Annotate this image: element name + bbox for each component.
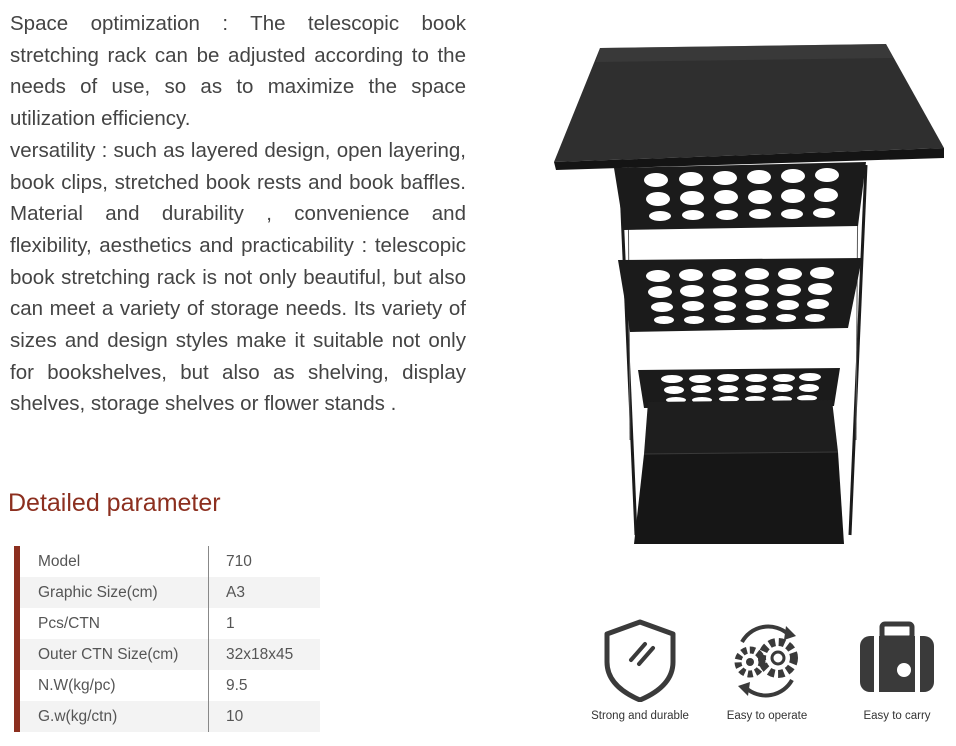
param-value: A3 [209,577,321,608]
feature-label: Easy to operate [726,710,808,722]
table-row [17,546,320,577]
feature-label: Strong and durable [591,710,689,722]
rack-shelf-upper [614,162,866,230]
param-value: 710 [209,546,321,577]
param-value: 1 [209,608,321,639]
product-description [10,8,466,420]
description-versatility: versatility : such as layered design, open layering, book clips, stretched book rests and book baffles. Material and durability , convenience and flexibility, aesthetics and practicability : telescopic book stretching rack is not only beautiful, but also can meet a variety of storage needs. Its variety of sizes and design styles make it suitable not only for bookshelves, but also as shelving, display shelves, storage shelves or flower stands . [10,138,466,416]
table-row [17,639,320,670]
parameter-table [14,546,320,732]
param-label: Model [38,552,81,570]
table-row [17,701,320,732]
suitcase-icon [852,618,942,702]
param-value: 10 [209,701,321,732]
param-value: 9.5 [209,670,321,701]
feature-easy-operate [702,618,832,722]
param-value: 32x18x45 [209,639,321,670]
table-row [17,577,320,608]
section-title: Detailed parameter [8,489,221,517]
feature-label: Easy to carry [863,710,931,722]
feature-strong-durable [575,618,705,722]
feature-strip [578,618,950,728]
param-label: Pcs/CTN [38,614,100,632]
product-image [548,40,948,550]
description-space-optimization: Space optimization : The telescopic book stretching rack can be adjusted according to the needs of use, so as to maximize the space utilization efficiency. [10,12,466,131]
feature-easy-carry [832,618,956,722]
rack-shelf-middle [618,258,862,332]
shield-icon [595,618,685,702]
table-row [17,670,320,701]
rack-top-board [554,44,944,170]
param-label: Outer CTN Size(cm) [17,639,209,670]
param-label: G.w(kg/ctn) [17,701,209,732]
gears-icon [722,618,812,702]
param-label: Graphic Size(cm) [17,577,209,608]
table-row [17,608,320,639]
param-label: N.W(kg/pc) [38,676,116,694]
rack-base [634,400,844,544]
